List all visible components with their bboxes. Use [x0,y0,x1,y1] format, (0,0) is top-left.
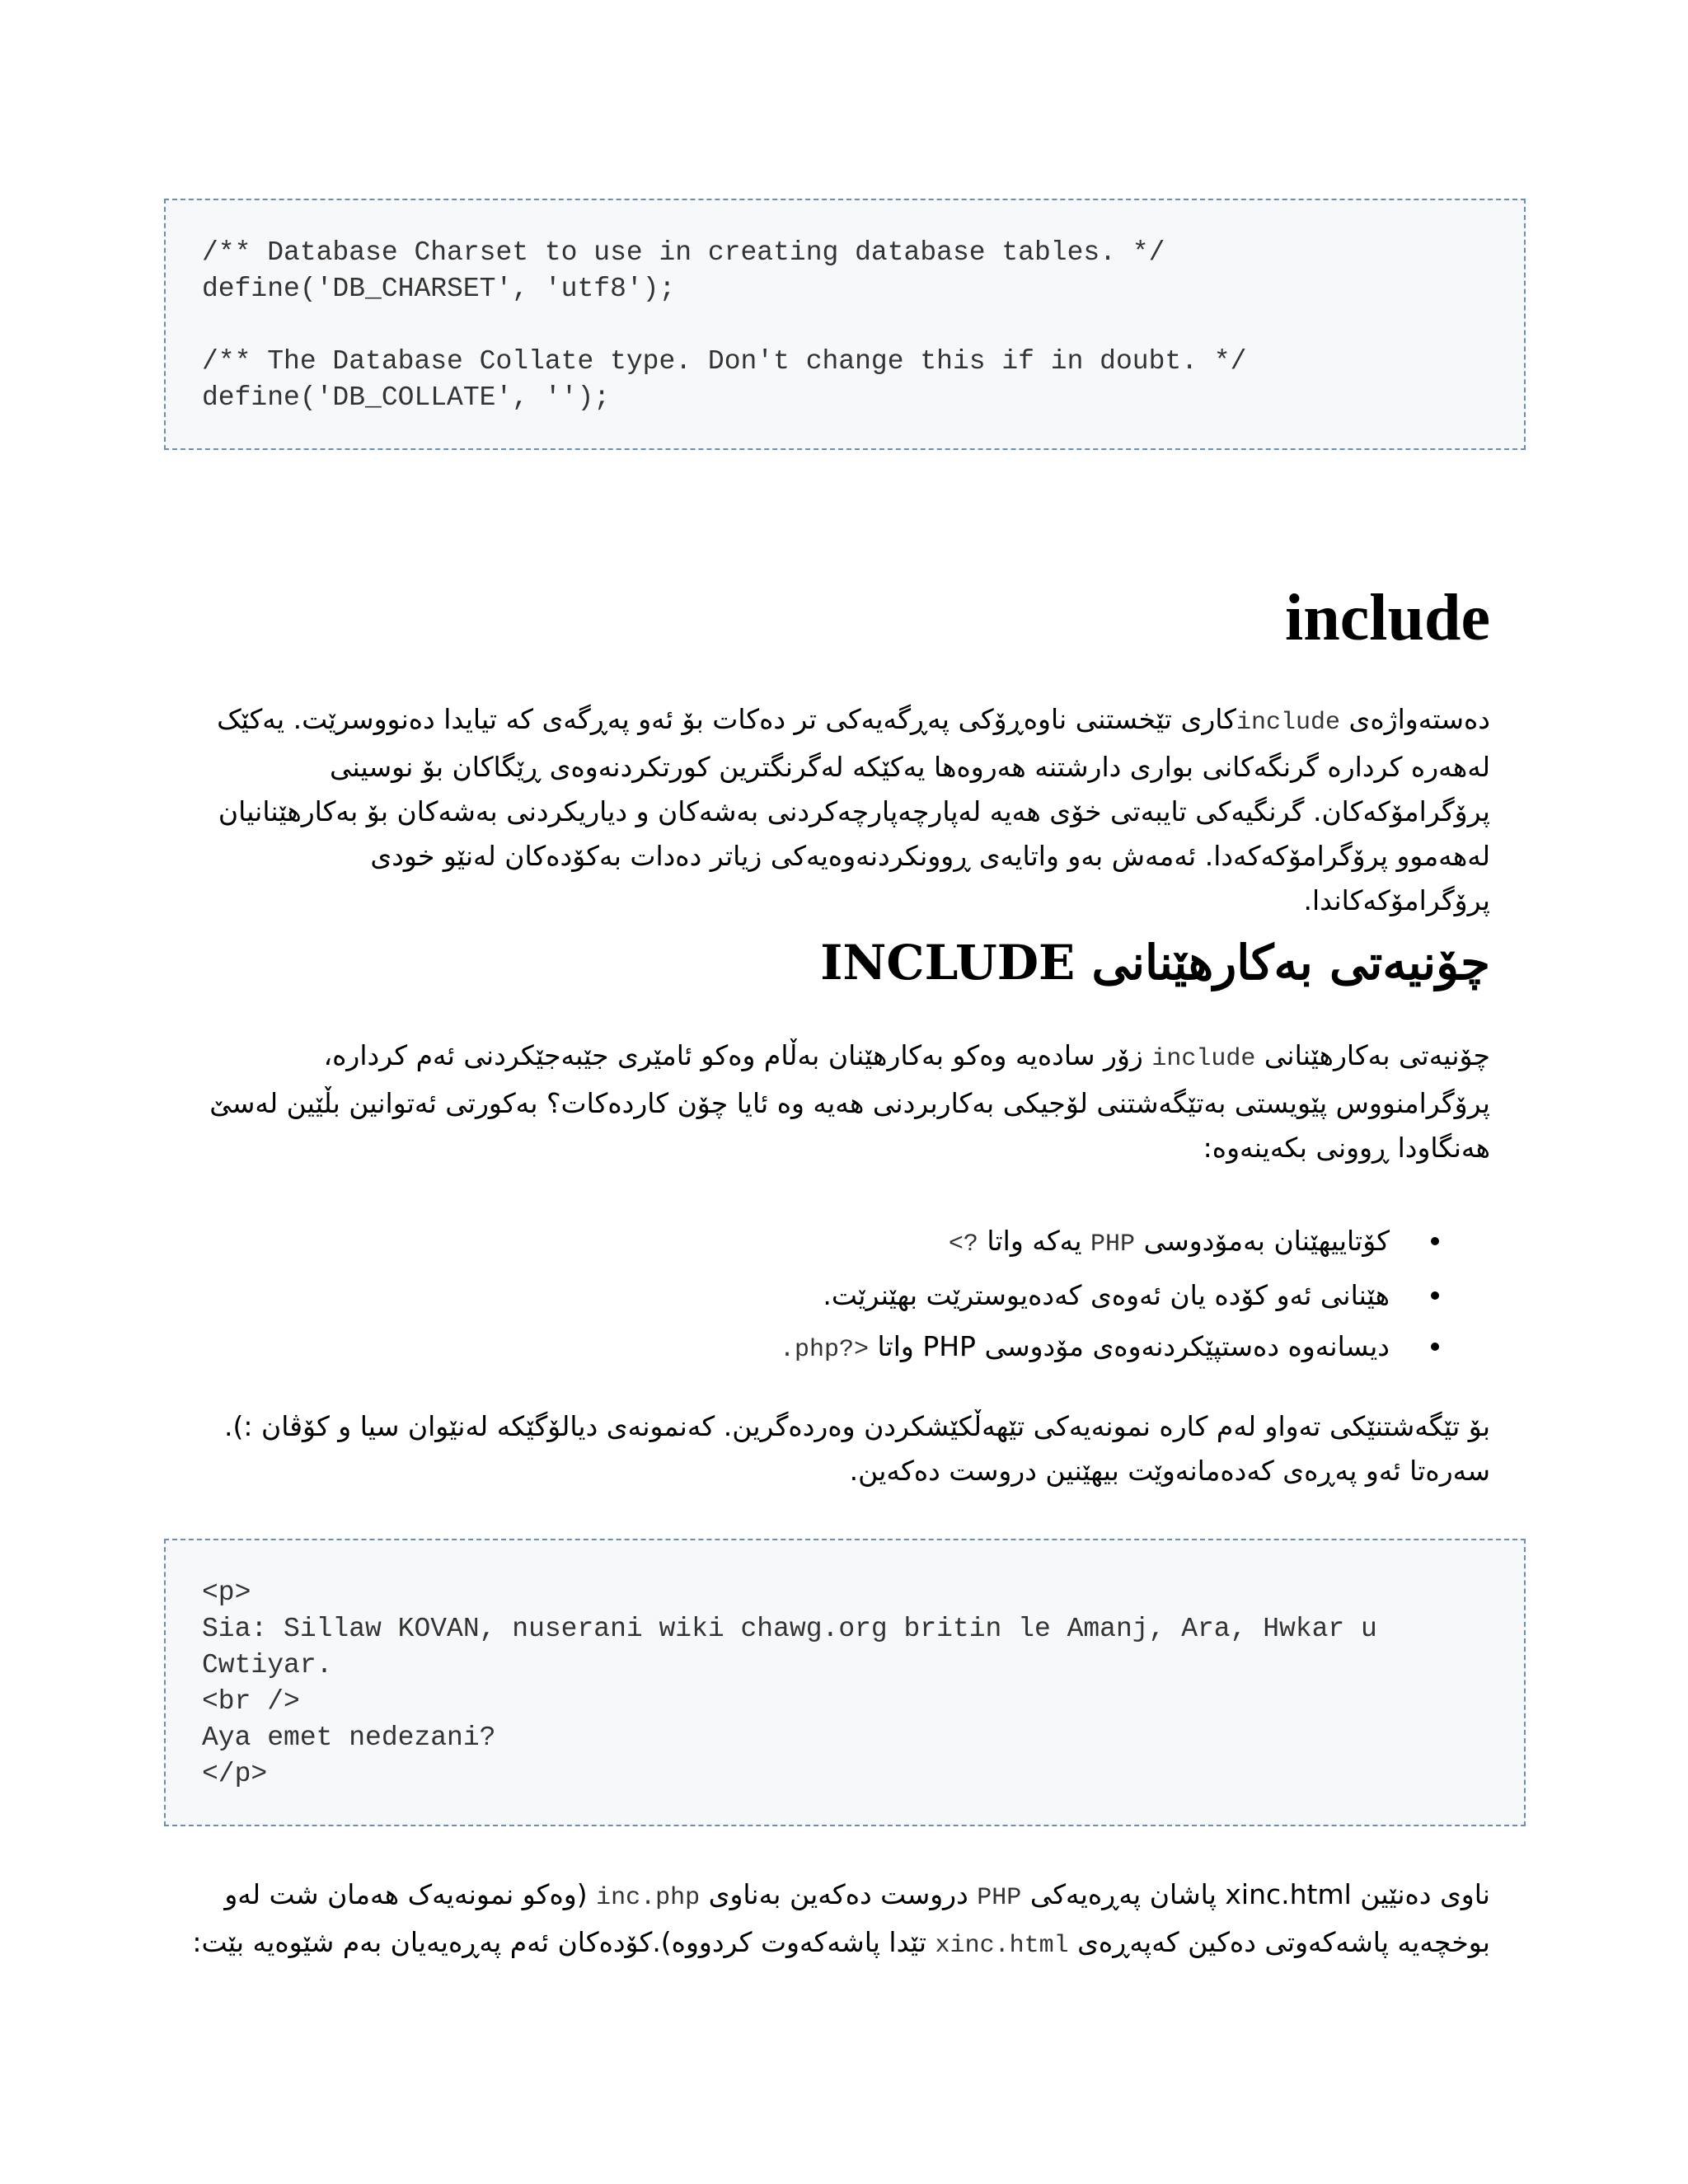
inline-code-include: include [1236,709,1341,737]
code-line: </p> [202,1759,268,1789]
code-line: Sia: Sillaw KOVAN, nuserani wiki chawg.org britin le Amanj, Ara, Hwkar u Cwtiyar. [202,1614,1394,1680]
bullet-icon [1431,1237,1439,1245]
code-line [202,307,1488,344]
code-line: <br /> [202,1686,300,1717]
inline-code-xinc-html: xinc.html [935,1932,1069,1960]
intro-text-before: دەستەواژەی [1348,703,1490,735]
code-line: /** Database Charset to use in creating database tables. */ [202,237,1165,268]
bullet-icon [1431,1291,1439,1300]
usage-paragraph [188,1033,1490,1170]
code-block-db-charset [164,199,1526,450]
code-line: define('DB_COLLATE', ''); [202,382,611,413]
list-item: کۆتاییهێنان بەمۆدوسی PHP یەکە واتا ?> [648,1216,1390,1270]
intro-text-after: کاری تێخستنی ناوەڕۆکی پەڕگەیەکی تر دەکات بۆ ئەو پەڕگەی کە تیایدا دەنووسرێت. یەکێک لەهەرە کرداره گرنگەکانی بواری دارشتنە هەروەها یەکێکە لەگرنگترین کورتکردنەوەی ڕێگاکان بۆ نوسینی پرۆگرامۆکەکان. گرنگیەکی تایبەتی خۆی هەیە لەپارچەپارچەکردنی بەشەکان و دیاریکردنی بەشەکان بۆ بەکارهێنانیان لەهەموو پرۆگرامۆکەکەدا. ئەمەش بەو واتایەی ڕوونکردنەوەیەکی زیاتر دەدات بەکۆدەکان لەنێو خودی پرۆگرامۆکەکاندا. [217,703,1490,916]
code-line: <p> [202,1577,251,1608]
inline-code-inc-php: inc.php [596,1884,701,1912]
steps-list [648,1216,1390,1376]
usage-text-after: زۆر سادەیە وەکو بەکارهێنان بەڵام وەکو ئامێری جێبەجێکردنی ئەم کرداره، پرۆگرامنووس پێویستی بەتێگەشتنی لۆجیکی بەکاربردنی هەیە وە ئایا چۆن کاردەکات؟ بەکورتی ئەتوانین بڵێین لەسێ هەنگاودا ڕوونی بکەینەوە: [209,1039,1490,1164]
example-intro-paragraph: بۆ تێگەشتنێکی تەواو لەم کارە نمونەیەکی تێهەڵکێشکردن وەردەگرین. کەنمونەی دیالۆگێکە لەنێوان سیا و کۆڤان :). سەرەتا ئەو پەڕەی کەدەمانەوێت بیهێنین دروست دەکەین. [224,1410,1490,1487]
inline-code-include: include [1151,1045,1256,1073]
subheading-usage: چۆنیەتی بەکارهێنانی INCLUDE [820,935,1490,991]
code-line: define('DB_CHARSET', 'utf8'); [202,274,676,304]
bullet-icon [1431,1343,1439,1351]
list-item: دیسانەوە دەستپێکردنەوەی مۆدوسی PHP واتا <?php. [648,1321,1390,1376]
code-line: Aya emet nedezani? [202,1722,496,1753]
list-item: هێنانی ئەو کۆدە یان ئەوەی کەدەیوسترێت بهێنرێت. [648,1270,1390,1321]
code-block-example [164,1539,1526,1826]
section-title: include [1285,582,1490,654]
code-line: /** The Database Collate type. Don't change this if in doubt. */ [202,346,1247,377]
closing-paragraph: ناوی دەنێین xinc.html پاشان پەڕەیەکی PHP دروست دەکەین بەناوی inc.php (وەکو نمونەیەک هەمان شت لەو بوخچەیە پاشەکەوتی دەکین کەپەڕەی xinc.html تێدا پاشەکەوت کردووە).کۆدەکان ئەم پەڕەیەیان بەم شێوەیە بێت: [192,1878,1490,1960]
inline-code-php: PHP [977,1884,1022,1912]
usage-text-before: چۆنیەتی بەکارهێنانی [1264,1039,1490,1071]
intro-paragraph [188,697,1490,923]
